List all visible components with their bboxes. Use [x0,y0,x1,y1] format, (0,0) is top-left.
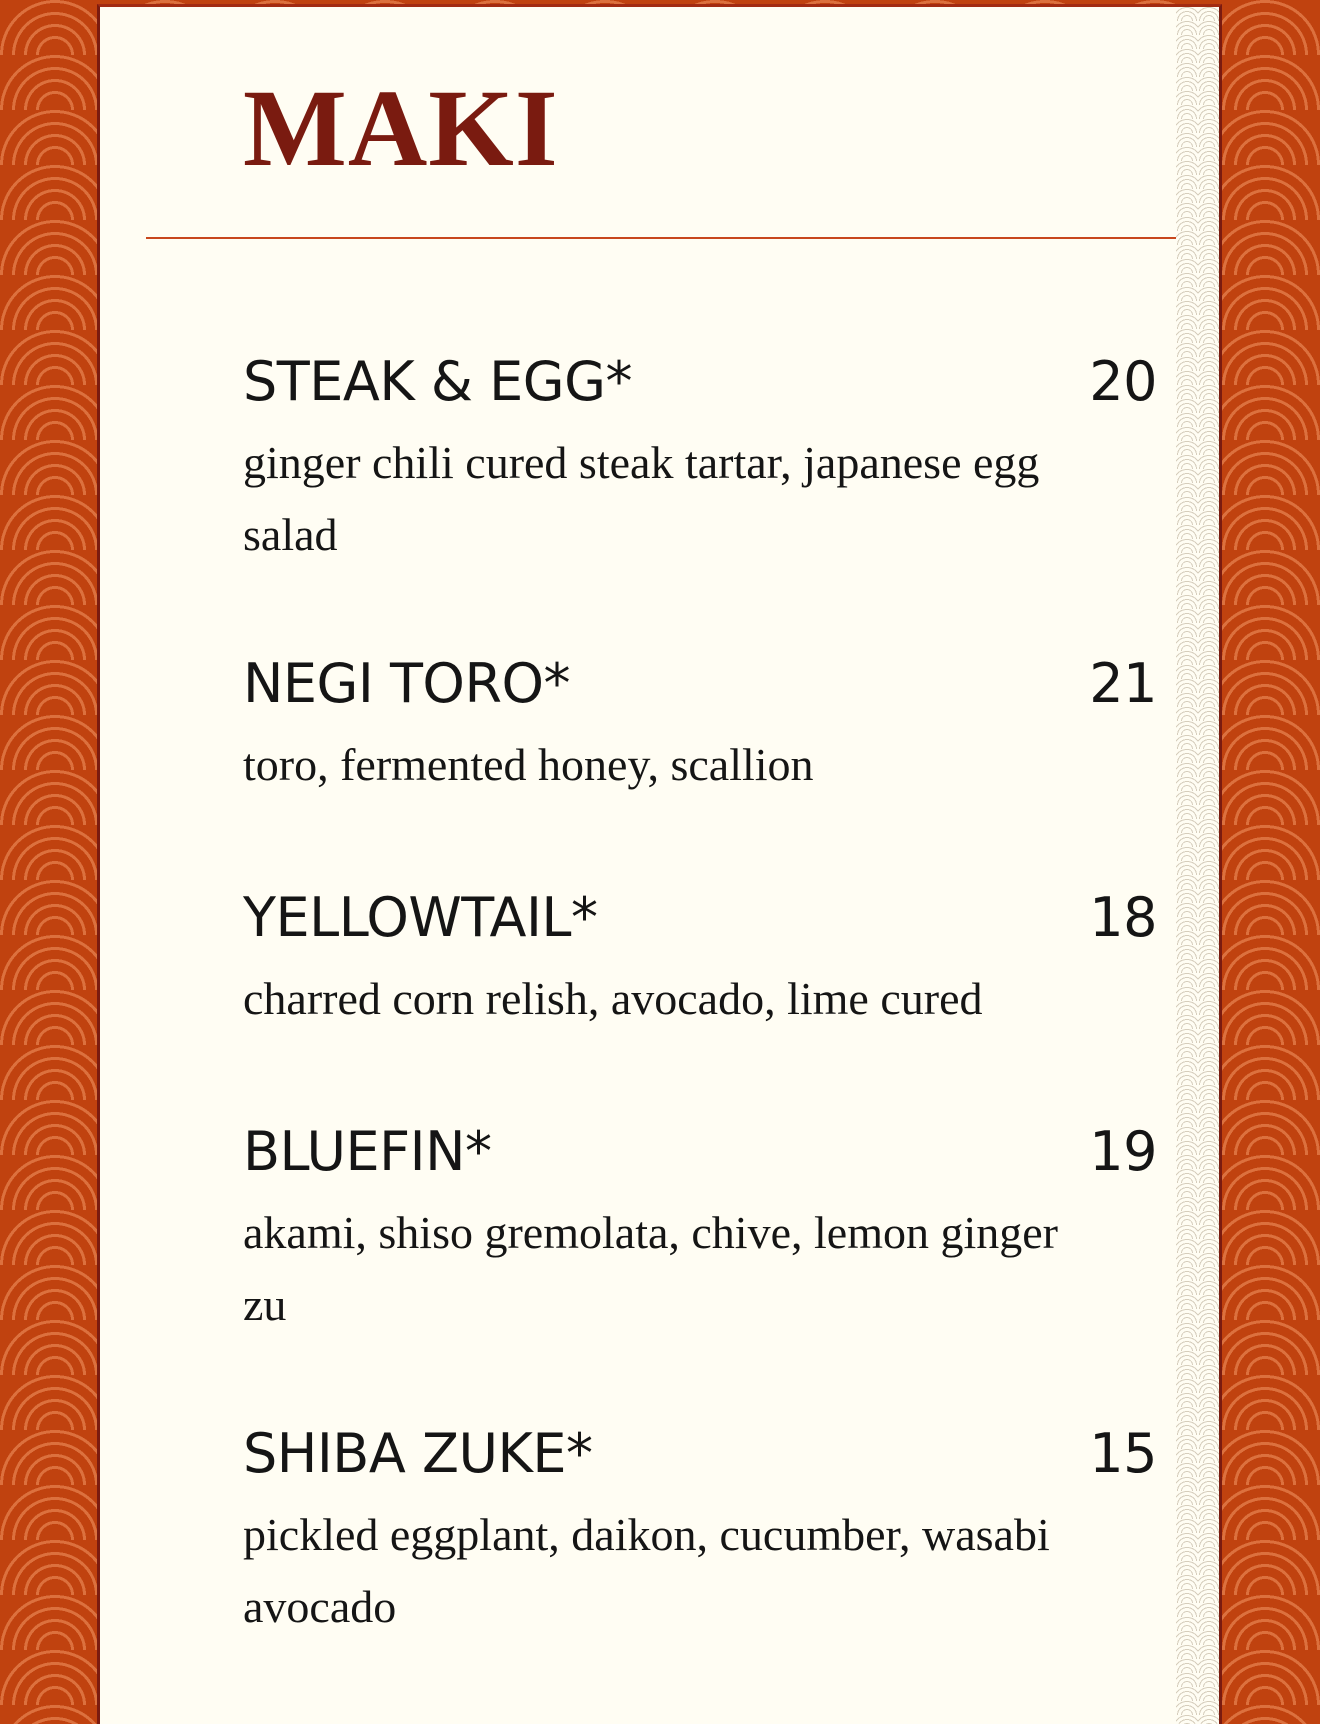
menu-item [243,1120,1181,1341]
menu-item-name: SHIBA ZUKE* [243,1422,593,1485]
menu-item-description: charred corn relish, avocado, lime cured [243,973,983,1024]
menu-item-price: 18 [1089,886,1157,949]
menu-item-price: 19 [1089,1120,1157,1183]
menu-item [243,886,1181,1035]
menu-item-header [243,1422,1181,1485]
menu-item [243,652,1181,801]
menu-item-header [243,1120,1181,1183]
menu-item-price: 15 [1089,1422,1157,1485]
menu-item [243,350,1181,571]
menu-item-list [243,350,1181,1643]
menu-item-price: 21 [1089,652,1157,715]
menu-item-name: BLUEFIN* [243,1120,492,1183]
menu-panel [97,4,1222,1724]
menu-item-header [243,886,1181,949]
menu-item-description: ginger chili cured steak tartar, japanese egg salad [243,437,1040,560]
scallop-border-decoration [1176,7,1219,1724]
menu-item [243,1422,1181,1643]
menu-item-header [243,350,1181,413]
menu-item-name: YELLOWTAIL* [243,886,598,949]
menu-item-description: toro, fermented honey, scallion [243,739,814,790]
menu-item-price: 20 [1089,350,1157,413]
menu-item-header [243,652,1181,715]
menu-item-name: STEAK & EGG* [243,350,632,413]
title-divider [146,237,1176,239]
menu-item-description: pickled eggplant, daikon, cucumber, wasabi avocado [243,1509,1050,1632]
menu-title: MAKI [243,67,559,189]
menu-item-name: NEGI TORO* [243,652,570,715]
menu-item-description: akami, shiso gremolata, chive, lemon ginger zu [243,1207,1058,1330]
